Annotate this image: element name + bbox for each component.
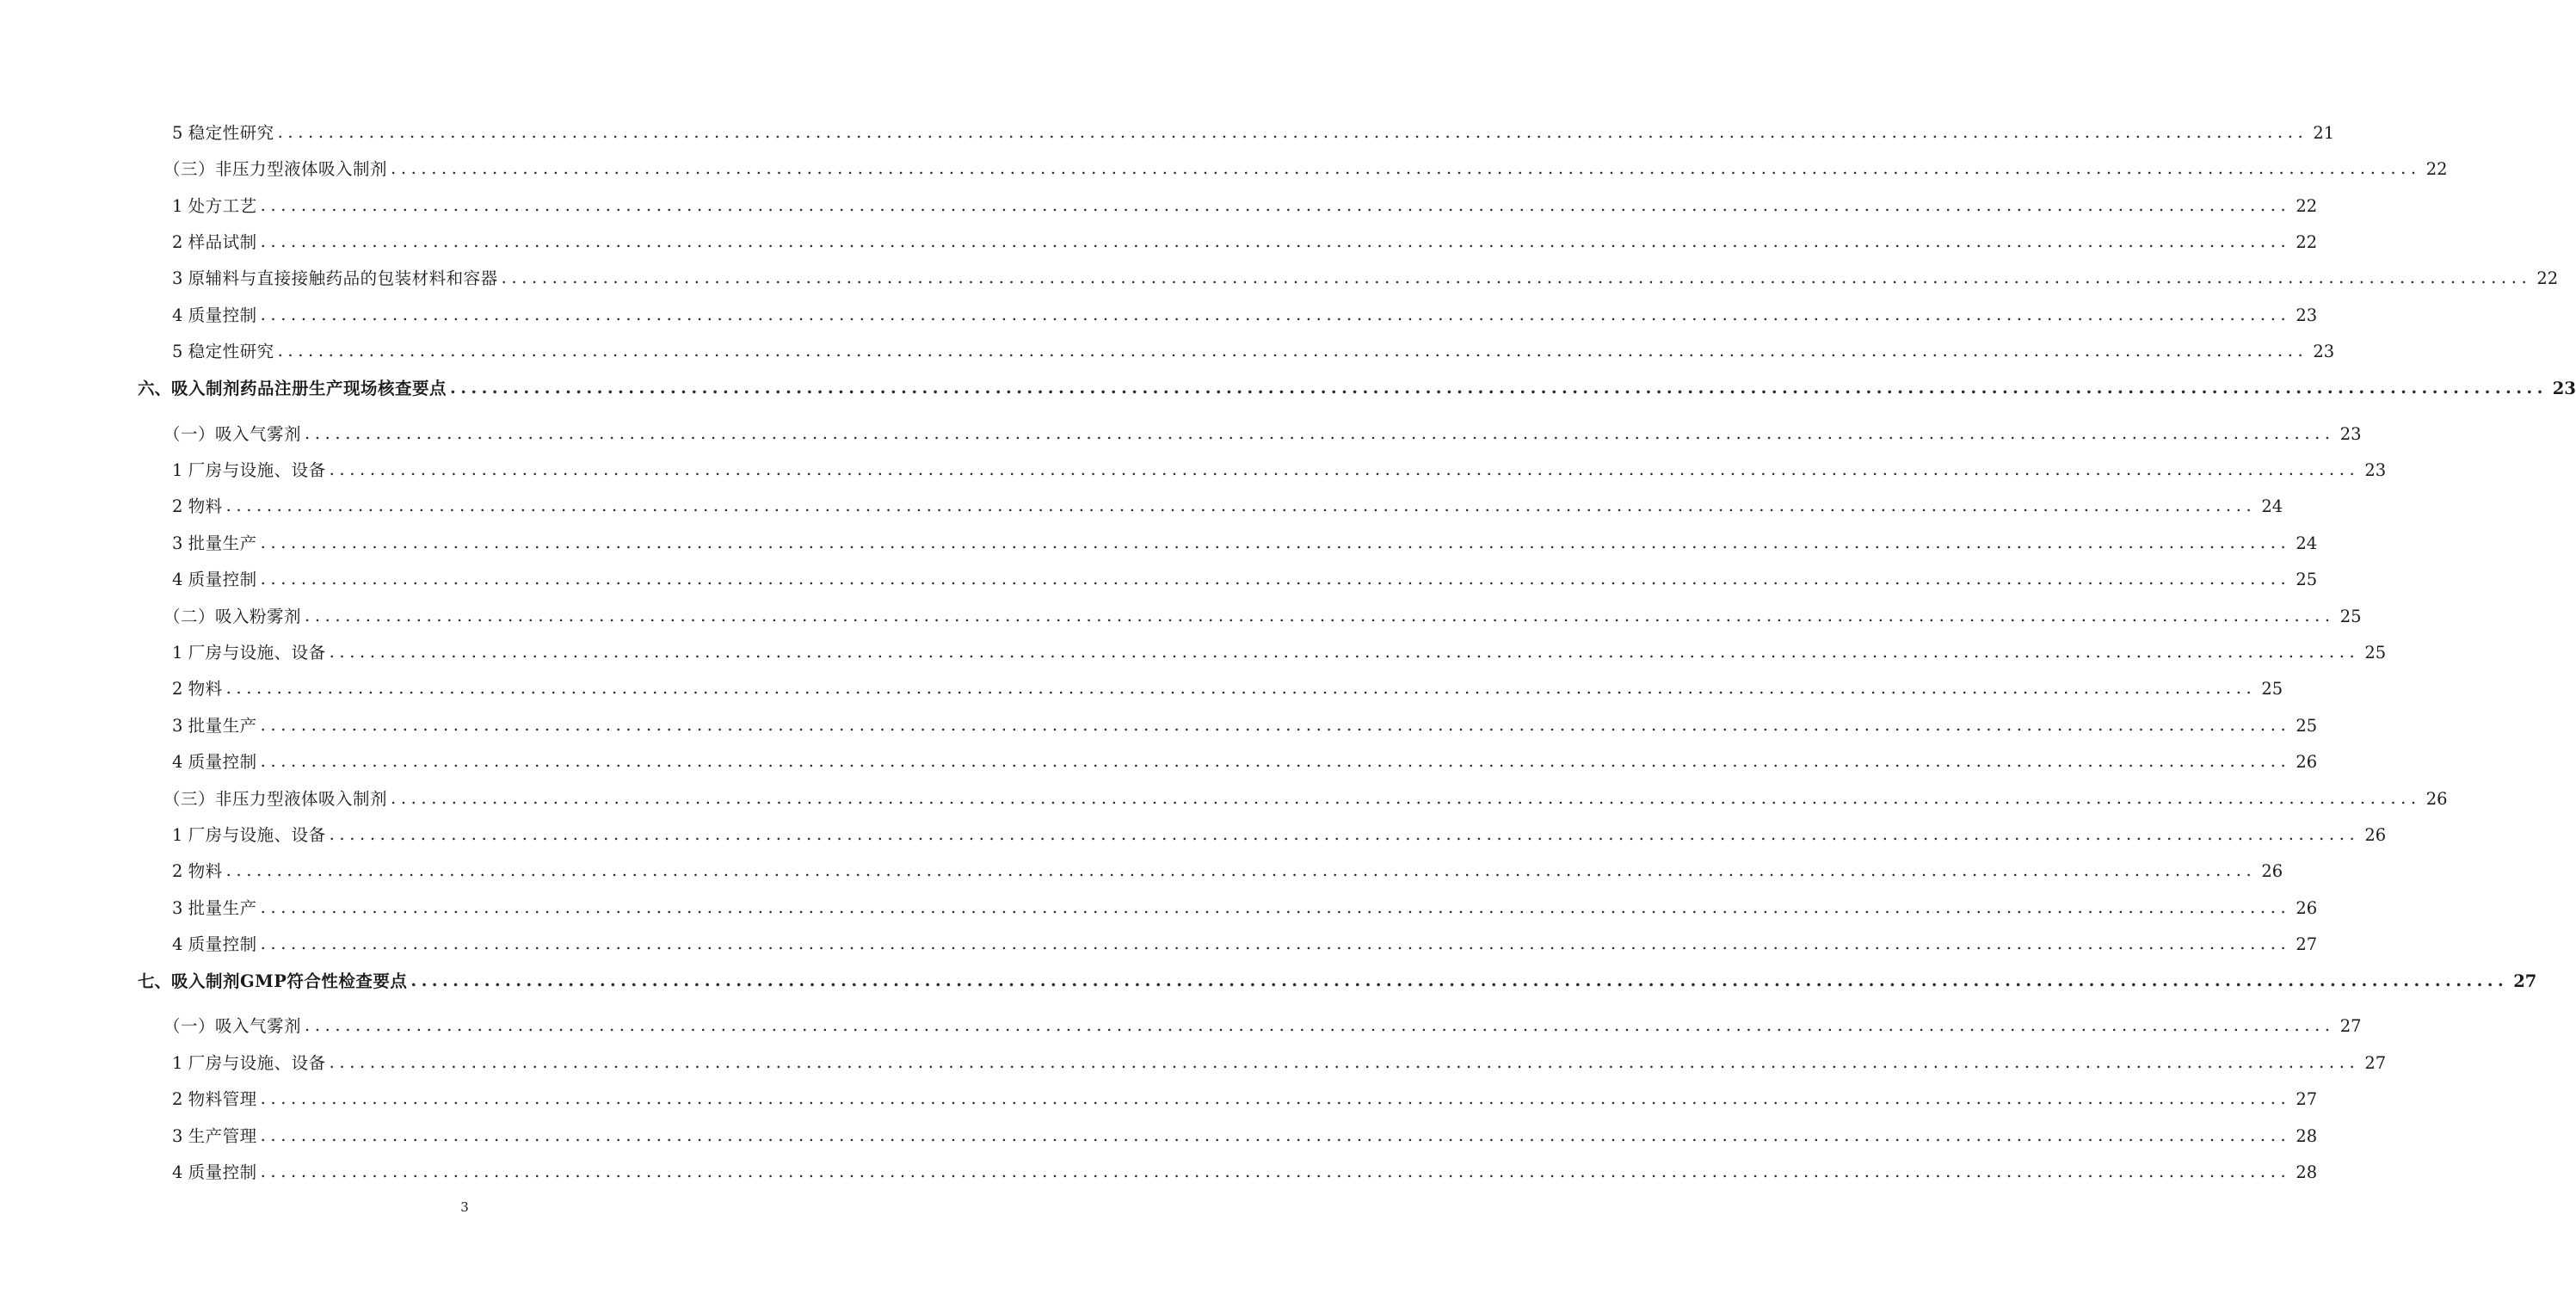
toc-entry-title: 物料 (188, 861, 223, 882)
toc-entry-title: 厂房与设施、设备 (188, 642, 326, 663)
toc-dot-leader: ........................................................................................................................................................................................................ (305, 605, 2335, 626)
toc-subsection-entry[interactable] (0, 552, 2318, 590)
toc-entry-title: （三）非压力型液体吸入制剂 (163, 788, 388, 809)
toc-dot-leader: ........................................................................................................................................................................................................ (305, 1015, 2335, 1036)
toc-subsection-entry[interactable] (0, 625, 2387, 663)
toc-subsection-entry[interactable] (0, 1108, 2318, 1146)
toc-subsection-entry[interactable] (0, 515, 2318, 553)
toc-dot-leader: ........................................................................................................................................................................................................ (260, 751, 2291, 772)
toc-subsection-entry[interactable] (0, 251, 2559, 289)
toc-entry-page: 27 (2339, 1016, 2362, 1037)
toc-entry-page: 26 (2364, 824, 2387, 845)
toc-entry-number: 4 (172, 305, 188, 325)
toc-dot-leader: ........................................................................................................................................................................................................ (225, 678, 2257, 699)
toc-subsection-entry[interactable] (0, 214, 2318, 253)
toc-subsection-entry[interactable] (0, 843, 2283, 882)
page-number: 3 (460, 1199, 469, 1215)
toc-entry-page: 23 (2296, 305, 2318, 325)
toc-entry-title: 物料 (188, 679, 223, 700)
toc-entry-title: 物料 (188, 496, 223, 517)
toc-entry-title: 稳定性研究 (188, 342, 274, 362)
toc-section-entry[interactable] (0, 771, 2448, 809)
toc-entry-number: 4 (172, 1162, 188, 1183)
toc-dot-leader: ........................................................................................................................................................................................................ (329, 459, 2360, 480)
toc-entry-title: 厂房与设施、设备 (188, 460, 326, 481)
toc-subsection-entry[interactable] (0, 1071, 2318, 1110)
toc-entry-page: 22 (2296, 232, 2318, 253)
toc-entry-number: 3 (172, 715, 188, 736)
toc-subsection-entry[interactable] (0, 734, 2318, 773)
toc-entry-title: 质量控制 (188, 1162, 257, 1183)
toc-entry-number: 1 (172, 824, 188, 845)
toc-entry-number: 5 (172, 122, 188, 143)
toc-dot-leader: ........................................................................................................................................................................................................ (260, 1088, 2291, 1109)
toc-dot-leader: ........................................................................................................................................................................................................ (260, 569, 2291, 589)
toc-entry-page: 27 (2364, 1052, 2387, 1073)
toc-entry-number: 七、 (138, 971, 172, 992)
toc-entry-title: 吸入制剂药品注册生产现场核查要点 (171, 379, 447, 399)
toc-entry-number: 3 (172, 533, 188, 553)
toc-dot-leader: ........................................................................................................................................................................................................ (260, 897, 2291, 917)
toc-entry-page: 27 (2296, 1089, 2318, 1110)
toc-entry-page: 23 (2364, 460, 2387, 481)
toc-entry-page: 25 (2296, 715, 2318, 736)
toc-section-entry[interactable] (0, 141, 2448, 180)
toc-dot-leader: ........................................................................................................................................................................................................ (329, 823, 2360, 844)
toc-entry-page: 21 (2313, 122, 2335, 143)
toc-subsection-entry[interactable] (0, 698, 2318, 736)
toc-entry-title: 质量控制 (188, 305, 257, 325)
toc-subsection-entry[interactable] (0, 880, 2318, 918)
toc-subsection-entry[interactable] (0, 442, 2387, 481)
toc-entry-title: 厂房与设施、设备 (188, 824, 326, 845)
toc-entry-page: 25 (2339, 606, 2362, 626)
toc-dot-leader: ........................................................................................................................................................................................................ (260, 934, 2291, 954)
toc-dot-leader: ........................................................................................................................................................................................................ (260, 1125, 2291, 1145)
toc-subsection-entry[interactable] (0, 105, 2335, 143)
toc-dot-leader: ........................................................................................................................................................................................................ (410, 971, 2509, 991)
toc-entry-number: 1 (172, 460, 188, 481)
toc-entry-number: 3 (172, 268, 188, 289)
toc-entry-title: 质量控制 (188, 752, 257, 773)
toc-entry-page: 23 (2313, 342, 2335, 362)
toc-entry-title: 批量生产 (188, 533, 257, 553)
toc-entry-page: 25 (2296, 570, 2318, 590)
toc-entry-page: 24 (2261, 496, 2283, 517)
toc-entry-page: 22 (2296, 195, 2318, 216)
toc-dot-leader: ........................................................................................................................................................................................................ (260, 714, 2291, 735)
toc-entry-title: 吸入制剂GMP符合性检查要点 (171, 971, 408, 992)
toc-subsection-entry[interactable] (0, 661, 2283, 700)
toc-dot-leader: ........................................................................................................................................................................................................ (391, 158, 2421, 179)
toc-entry-page: 24 (2296, 533, 2318, 553)
toc-subsection-entry[interactable] (0, 287, 2318, 325)
toc-subsection-entry[interactable] (0, 1035, 2387, 1073)
toc-entry-page: 28 (2296, 1162, 2318, 1183)
toc-entry-page: 27 (2296, 934, 2318, 955)
toc-subsection-entry[interactable] (0, 916, 2318, 955)
toc-entry-title: 批量生产 (188, 715, 257, 736)
toc-subsection-entry[interactable] (0, 324, 2335, 362)
toc-dot-leader: ........................................................................................................................................................................................................ (391, 787, 2421, 808)
toc-entry-title: 生产管理 (188, 1125, 257, 1146)
toc-entry-number: 5 (172, 342, 188, 362)
toc-entry-title: （一）吸入气雾剂 (163, 1016, 302, 1037)
toc-entry-title: 处方工艺 (188, 195, 257, 216)
toc-entry-title: 物料管理 (188, 1089, 257, 1110)
toc-entry-number: 2 (172, 1089, 188, 1110)
toc-dot-leader: ........................................................................................................................................................................................................ (329, 1051, 2360, 1072)
toc-entry-title: 稳定性研究 (188, 122, 274, 143)
toc-entry-number: 六、 (138, 379, 172, 399)
toc-entry-title: 批量生产 (188, 897, 257, 918)
toc-section-entry[interactable] (0, 406, 2362, 444)
toc-entry-title: 厂房与设施、设备 (188, 1052, 326, 1073)
toc-entry-title: （三）非压力型液体吸入制剂 (163, 159, 388, 180)
toc-dot-leader: ........................................................................................................................................................................................................ (329, 641, 2360, 662)
toc-dot-leader: ........................................................................................................................................................................................................ (277, 341, 2308, 361)
toc-entry-number: 2 (172, 232, 188, 253)
toc-entry-title: （二）吸入粉雾剂 (163, 606, 302, 626)
toc-dot-leader: ........................................................................................................................................................................................................ (501, 268, 2532, 288)
toc-entry-page: 26 (2261, 861, 2283, 882)
toc-subsection-entry[interactable] (0, 178, 2318, 216)
toc-entry-page: 26 (2296, 752, 2318, 773)
toc-entry-page: 22 (2425, 159, 2448, 180)
toc-subsection-entry[interactable] (0, 479, 2283, 517)
toc-section-entry[interactable] (0, 589, 2362, 626)
toc-entry-page: 22 (2536, 268, 2559, 289)
toc-subsection-entry[interactable] (0, 807, 2387, 845)
toc-entry-page: 26 (2296, 897, 2318, 918)
toc-entry-page: 23 (2339, 423, 2362, 444)
toc-dot-leader: ........................................................................................................................................................................................................ (450, 378, 2548, 398)
table-of-contents (0, 105, 2576, 1183)
toc-entry-title: 质量控制 (188, 570, 257, 590)
toc-dot-leader: ........................................................................................................................................................................................................ (305, 422, 2335, 443)
toc-chapter-entry[interactable] (0, 953, 2537, 999)
toc-entry-number: 4 (172, 752, 188, 773)
toc-entry-page: 25 (2261, 679, 2283, 700)
toc-dot-leader: ........................................................................................................................................................................................................ (277, 121, 2308, 142)
toc-entry-page: 27 (2513, 971, 2537, 992)
toc-entry-number: 3 (172, 897, 188, 918)
toc-entry-title: 质量控制 (188, 934, 257, 955)
toc-entry-page: 28 (2296, 1125, 2318, 1146)
toc-dot-leader: ........................................................................................................................................................................................................ (260, 231, 2291, 252)
toc-dot-leader: ........................................................................................................................................................................................................ (225, 860, 2257, 881)
toc-section-entry[interactable] (0, 999, 2362, 1037)
toc-entry-number: 4 (172, 934, 188, 955)
toc-entry-page: 25 (2364, 642, 2387, 663)
toc-dot-leader: ........................................................................................................................................................................................................ (260, 1162, 2291, 1182)
toc-dot-leader: ........................................................................................................................................................................................................ (225, 496, 2257, 516)
toc-entry-number: 2 (172, 861, 188, 882)
toc-entry-number: 3 (172, 1125, 188, 1146)
toc-entry-title: （一）吸入气雾剂 (163, 423, 302, 444)
toc-chapter-entry[interactable] (0, 361, 2576, 406)
toc-dot-leader: ........................................................................................................................................................................................................ (260, 304, 2291, 324)
toc-entry-number: 1 (172, 642, 188, 663)
toc-entry-number: 2 (172, 679, 188, 700)
toc-dot-leader: ........................................................................................................................................................................................................ (260, 532, 2291, 552)
toc-subsection-entry[interactable] (0, 1144, 2318, 1183)
toc-entry-number: 4 (172, 570, 188, 590)
toc-entry-title: 原辅料与直接接触药品的包装材料和容器 (188, 268, 498, 289)
toc-entry-page: 26 (2425, 788, 2448, 809)
toc-entry-number: 1 (172, 1052, 188, 1073)
toc-entry-number: 1 (172, 195, 188, 216)
toc-dot-leader: ........................................................................................................................................................................................................ (260, 194, 2291, 215)
toc-entry-title: 样品试制 (188, 232, 257, 253)
toc-entry-number: 2 (172, 496, 188, 517)
toc-entry-page: 23 (2552, 379, 2576, 399)
